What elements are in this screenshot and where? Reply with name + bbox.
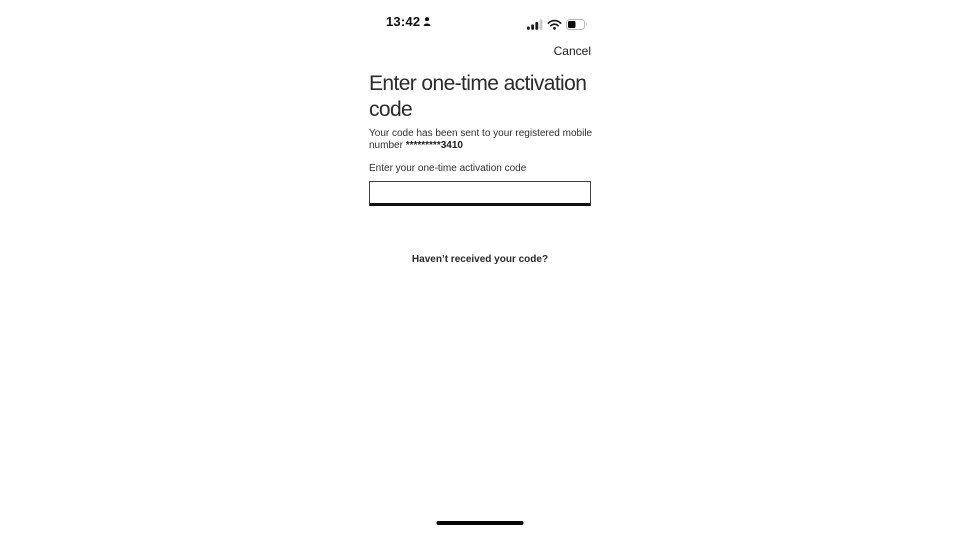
page-title-line1: Enter one-time activation (369, 72, 587, 95)
code-sent-message (369, 128, 592, 151)
clock-text: 13:42 (386, 14, 421, 29)
home-indicator[interactable] (437, 521, 524, 525)
activation-code-label: Enter your one-time activation code (369, 163, 527, 174)
code-sent-line2-prefix: number (369, 139, 406, 151)
code-sent-line2 (369, 140, 592, 152)
cancel-button[interactable]: Cancel (553, 44, 591, 58)
resend-code-link[interactable]: Haven’t received your code? (369, 254, 591, 266)
code-sent-line1: Your code has been sent to your registered mobile (369, 128, 593, 139)
masked-mobile-number: *********3410 (405, 139, 463, 151)
page-title (369, 71, 586, 123)
page-title-line2: code (369, 98, 413, 121)
main-content (369, 0, 591, 540)
activation-code-input[interactable] (369, 181, 591, 206)
